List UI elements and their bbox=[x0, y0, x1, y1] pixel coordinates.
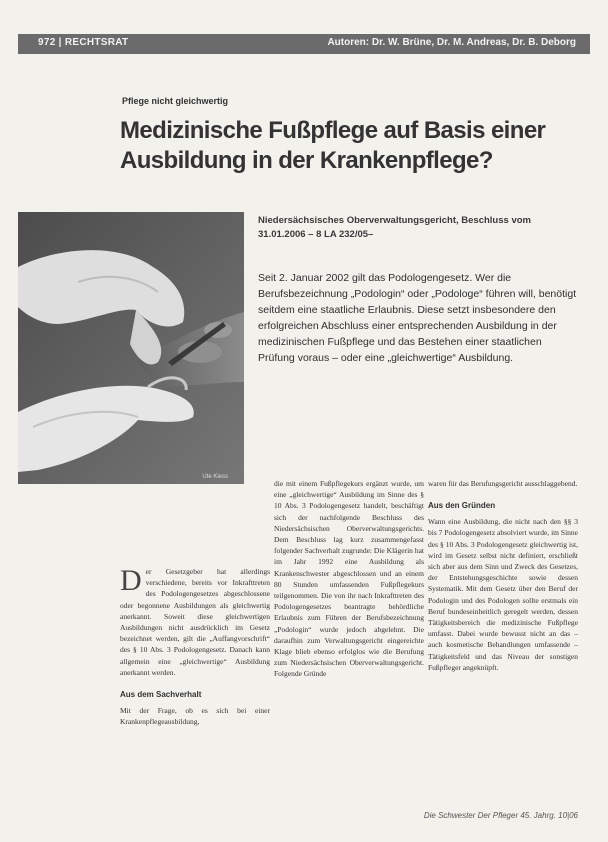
photo-credit: Ute Kiess bbox=[202, 474, 228, 480]
body-paragraph: Wann eine Ausbildung, die nicht nach den §§ 3 bis 7 Podologengesetz absolviert wurde, im Sinne des § 10 Abs. 3 Podologengesetz gleichwertig ist, wird im Gesetz selbst nicht definiert, erschließt sich aber aus dem Sinn und Zweck des Gesetzes, der Entstehungsgeschichte sowie dessen Systematik. Mit dem Gesetz über den Beruf der Podologin und des Podologen sollte erstmals ein Beruf bundeseinheitlich geregelt werden, dessen Tätigkeitsbereich die medizinische Fußpflege umfasst. Dabei wurde bewusst nicht an das – auch kosmetische Behandlungen umfassende – Tätigkeitsfeld und das Niveau der sonstigen Fußpfleger angeknüpft. bbox=[428, 517, 578, 672]
column-2 bbox=[274, 478, 424, 680]
lead-paragraph: Seit 2. Januar 2002 gilt das Podologengesetz. Wer die Berufsbezeichnung „Podologin“ oder „Podologe“ führen will, benötigt seitdem eine staatliche Erlaubnis. Diese setzt insbesondere den erfolgreichen Abschluss einer entsprechenden Ausbildung in der medizinischen Fußpflege und das Bestehen einer staatlichen Prüfung voraus – oder eine „gleichwertige“ Ausbildung. bbox=[258, 272, 577, 364]
page-footer: Die Schwester Der Pfleger 45. Jahrg. 10|06 bbox=[423, 811, 578, 820]
kicker: Pflege nicht gleichwertig bbox=[122, 96, 229, 106]
running-header bbox=[18, 34, 590, 54]
body-paragraph: waren für das Berufungsgericht ausschlaggebend. bbox=[428, 479, 578, 488]
foot-care-photo bbox=[18, 212, 244, 484]
gloved-hands-foot-image bbox=[18, 212, 244, 484]
section-label: 972 | RECHTSRAT bbox=[38, 37, 129, 48]
authors-line: Autoren: Dr. W. Brüne, Dr. M. Andreas, Dr. B. Deborg bbox=[327, 37, 576, 48]
article-title: Medizinische Fußpflege auf Basis einer Ausbildung in der Krankenpflege? bbox=[120, 117, 546, 174]
court-decision-reference: Niedersächsisches Oberverwaltungsgericht, Beschluss vom 31.01.2006 – 8 LA 232/05– bbox=[258, 215, 531, 240]
column-1 bbox=[120, 566, 270, 727]
drop-cap: D bbox=[120, 564, 142, 597]
column-3 bbox=[428, 478, 578, 673]
body-paragraph: die mit einem Fußpflegekurs ergänzt wurde, um eine „gleichwertige“ Ausbildung im Sinne des § 10 Abs. 3 Podologengesetz handelt, beschäftigt sich der nachfolgende Beschluss des Niedersächsischen Oberverwaltungsgerichts. Dem Beschluss lag kurz zusammengefasst folgender Sachverhalt zugrunde: Die Klägerin hat im Jahr 1992 eine Ausbildung als Krankenschwester abgeschlossen und an einem 80 Stunden umfassenden Fußpflegekurs teilgenommen. Die von ihr nach Inkrafttreten des Podologengesetzes beantragte behördliche Erlaubnis zum Führen der Berufsbezeichnung „Podologin“ wurde jedoch abgelehnt. Die daraufhin zum Verwaltungsgericht eingereichte Klage blieb ebenso erfolglos wie die Berufung zum Niedersächsischen Oberverwaltungsgericht. Folgende Gründe bbox=[274, 479, 424, 679]
section-heading-sachverhalt: Aus dem Sachverhalt bbox=[120, 690, 202, 700]
body-paragraph: Mit der Frage, ob es sich bei einer Krankenpflegeausbildung, bbox=[120, 706, 270, 727]
intro-paragraph: Der Gesetzgeber hat allerdings verschiedene, bereits vor Inkrafttreten des Podologengesetzes abgeschlossene oder begonnene Ausbildungen als gleichwertig anerkannt. Soweit diese gleichwertigen Ausbildungen nicht ausdrücklich im Gesetz bezeichnet werden, gilt die „Auffangvorschrift“ des § 10 Abs. 3 Podologengesetz. Danach kann allgemein eine „gleichwertige“ Ausbildung anerkannt werden. bbox=[120, 564, 270, 677]
section-heading-gruende: Aus den Gründen bbox=[428, 501, 496, 511]
